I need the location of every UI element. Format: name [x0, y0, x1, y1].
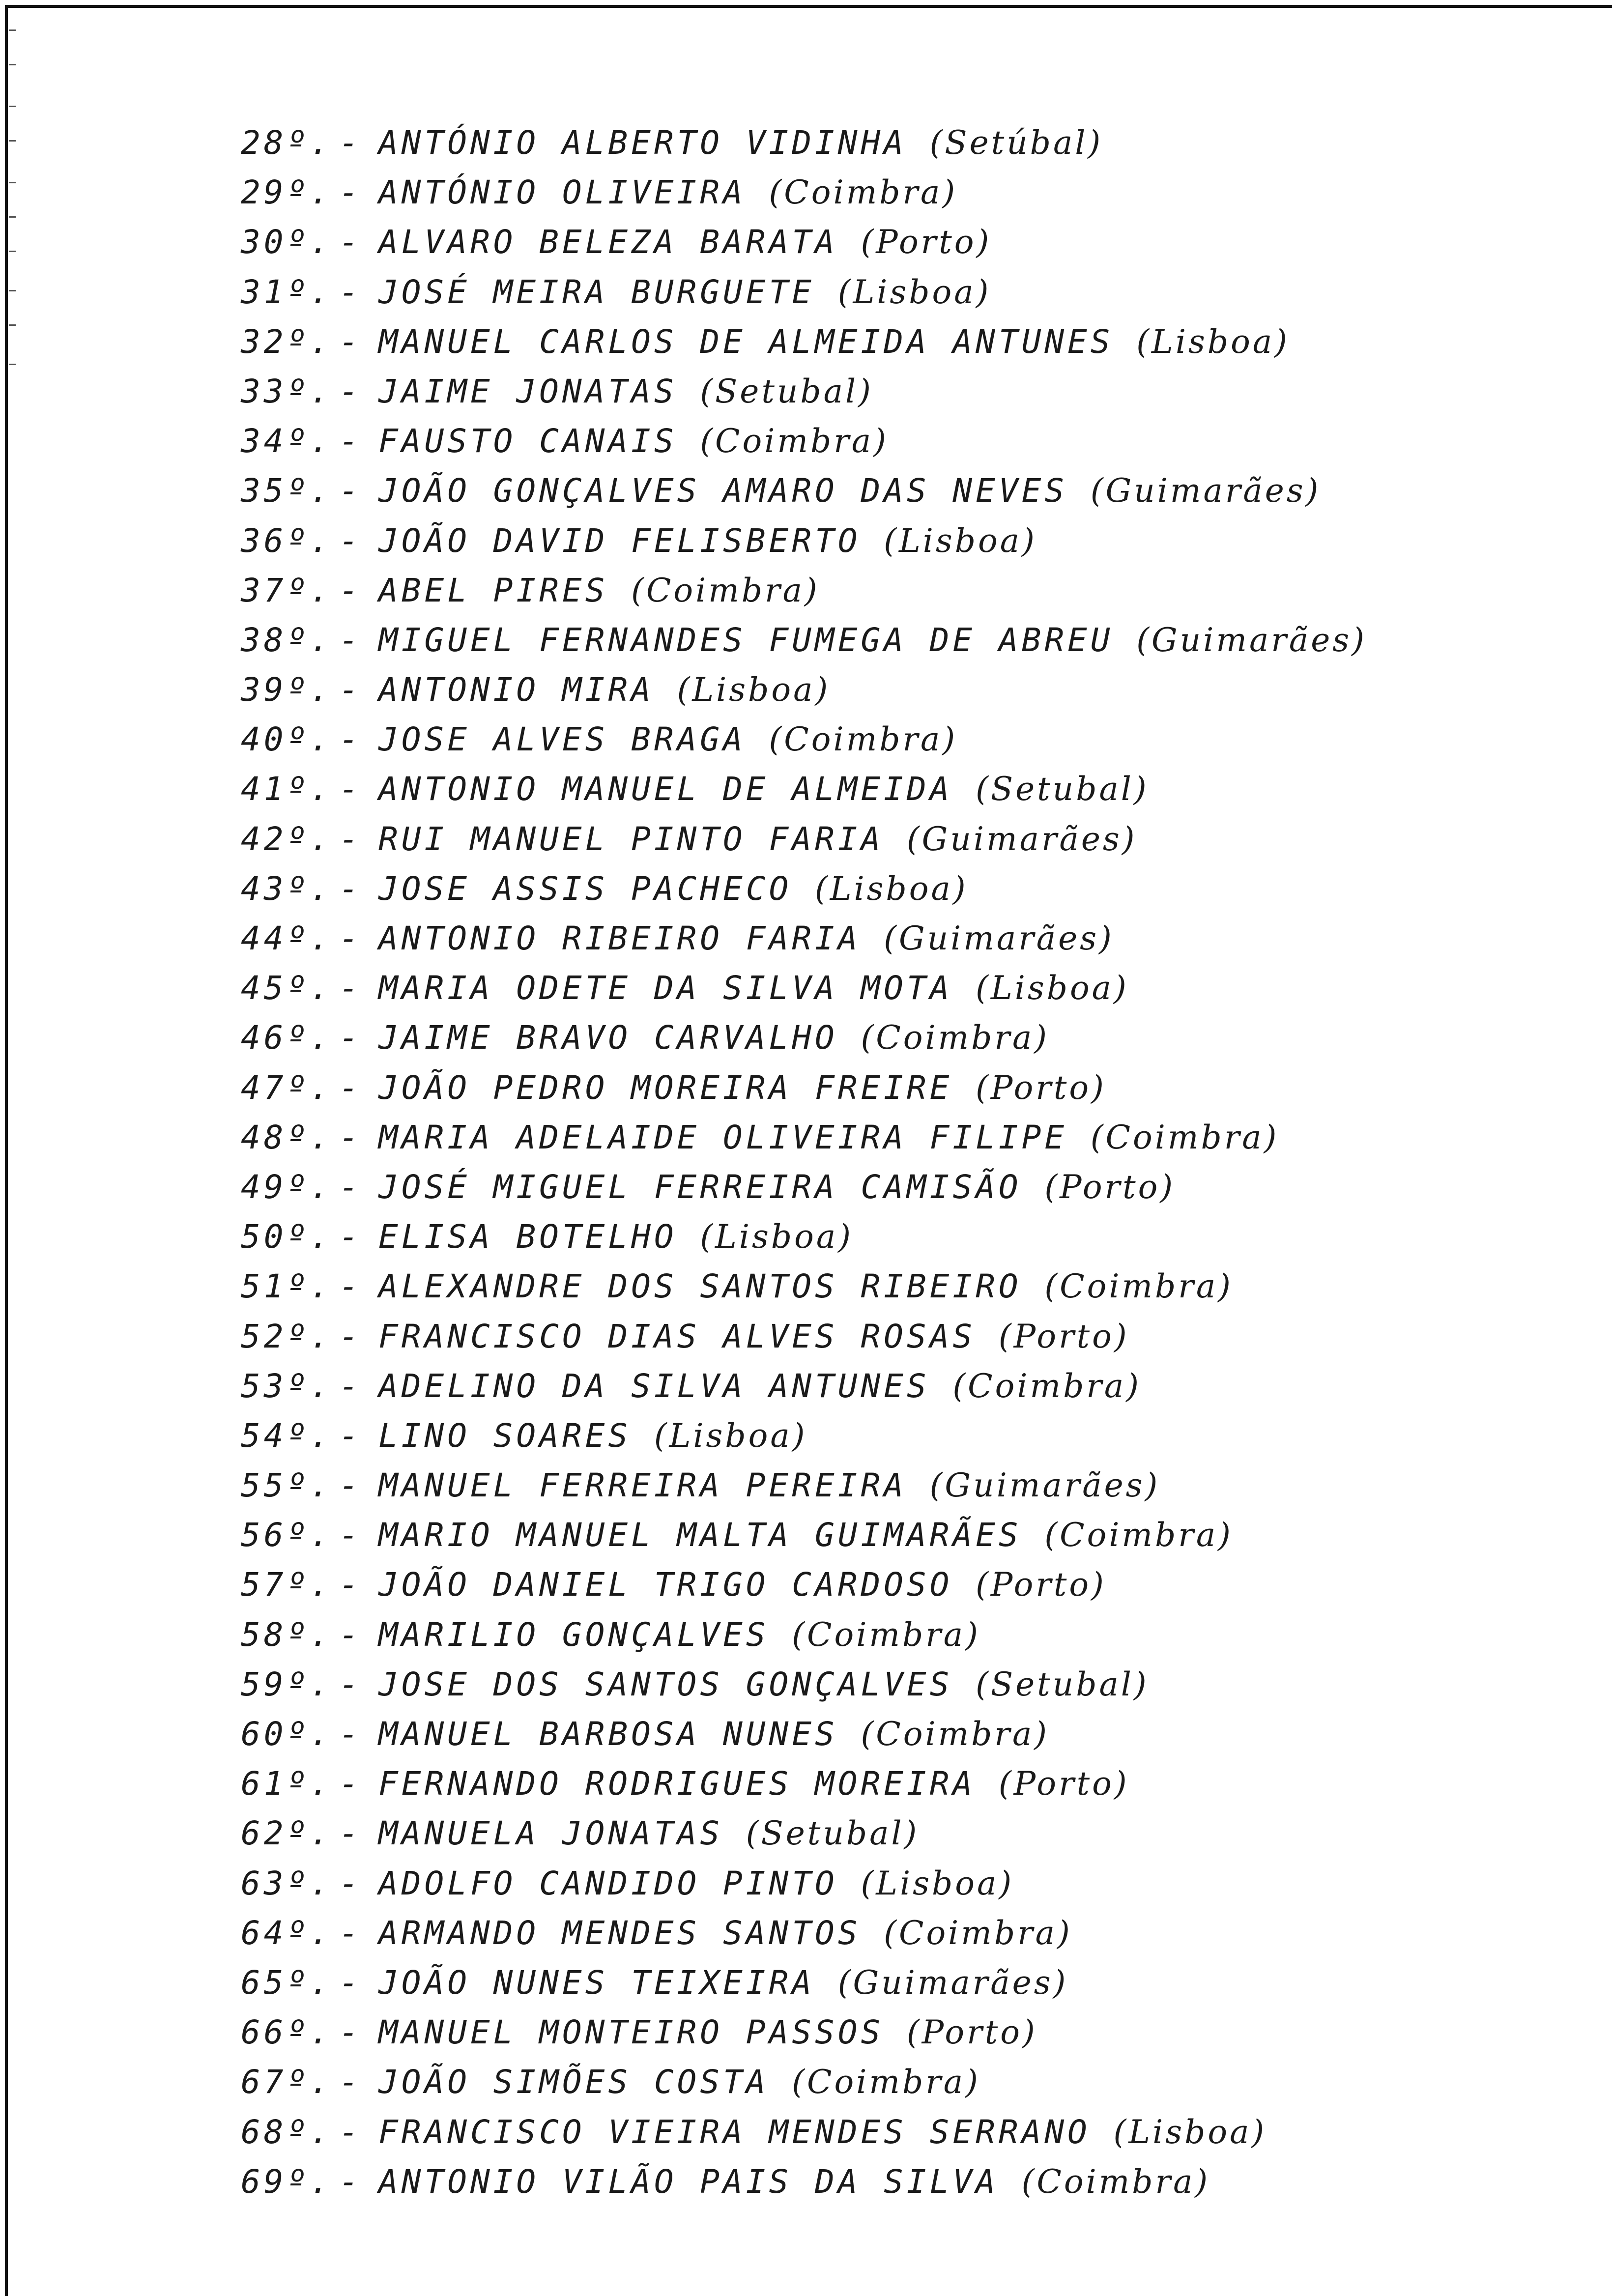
entry-number: 47º. [241, 1068, 333, 1107]
entry-number: 62º. [241, 1814, 333, 1853]
entry-number: 49º. [241, 1168, 333, 1206]
entry-number: 37º. [241, 571, 333, 609]
entry-separator: - [339, 1516, 362, 1554]
entry-number: 29º. [241, 173, 333, 212]
entry-location: (Lisboa) [976, 969, 1129, 1007]
list-item [241, 367, 1568, 416]
entry-name: JOÃO PEDRO MOREIRA FREIRE [378, 1068, 953, 1107]
entry-number: 65º. [241, 1963, 333, 2002]
list-item [241, 814, 1568, 864]
entry-location: (Guimarães) [1090, 472, 1321, 510]
entry-separator: - [339, 820, 362, 858]
entry-number: 48º. [241, 1118, 333, 1156]
entry-number: 56º. [241, 1516, 333, 1554]
participant-list [241, 118, 1568, 2207]
entry-location: (Setubal) [700, 372, 873, 410]
entry-location: (Porto) [906, 2013, 1037, 2052]
list-item [241, 1859, 1568, 1908]
entry-location: (Guimarães) [929, 1466, 1160, 1505]
entry-name: MANUEL FERREIRA PEREIRA [378, 1466, 907, 1505]
entry-separator: - [339, 1963, 362, 2002]
list-item [241, 1759, 1568, 1808]
entry-location: (Coimbra) [792, 2063, 980, 2101]
entry-number: 54º. [241, 1416, 333, 1455]
entry-name: MANUEL MONTEIRO PASSOS [378, 2013, 884, 2052]
entry-location: (Coimbra) [700, 422, 889, 460]
entry-separator: - [339, 2162, 362, 2201]
entry-separator: - [339, 571, 362, 609]
list-item [241, 1262, 1568, 1311]
entry-number: 63º. [241, 1864, 333, 1902]
entry-number: 30º. [241, 223, 333, 261]
entry-name: FRANCISCO DIAS ALVES ROSAS [378, 1317, 976, 1355]
page-border-top [5, 5, 1612, 8]
list-item [241, 267, 1568, 317]
entry-location: (Porto) [998, 1317, 1129, 1355]
entry-number: 42º. [241, 820, 333, 858]
entry-name: MANUEL CARLOS DE ALMEIDA ANTUNES [378, 322, 1114, 361]
list-item [241, 2107, 1568, 2157]
entry-number: 64º. [241, 1914, 333, 1952]
list-item [241, 118, 1568, 168]
entry-name: ALVARO BELEZA BARATA [378, 223, 838, 261]
entry-name: MANUELA JONATAS [378, 1814, 723, 1853]
entry-location: (Porto) [998, 1765, 1129, 1803]
entry-separator: - [339, 869, 362, 908]
entry-name: MARIA ADELAIDE OLIVEIRA FILIPE [378, 1118, 1068, 1156]
entry-location: (Coimbra) [769, 720, 958, 759]
entry-number: 60º. [241, 1715, 333, 1753]
entry-number: 45º. [241, 969, 333, 1007]
entry-location: (Lisboa) [700, 1218, 853, 1256]
entry-separator: - [339, 1466, 362, 1505]
entry-name: MIGUEL FERNANDES FUMEGA DE ABREU [378, 621, 1114, 659]
entry-name: JOSE ASSIS PACHECO [378, 869, 792, 908]
list-item [241, 1709, 1568, 1759]
entry-name: ABEL PIRES [378, 571, 608, 609]
entry-number: 39º. [241, 671, 333, 709]
entry-location: (Setubal) [976, 770, 1149, 808]
entry-name: ANTONIO VILÃO PAIS DA SILVA [378, 2162, 999, 2201]
entry-location: (Coimbra) [769, 173, 958, 212]
entry-name: JAIME BRAVO CARVALHO [378, 1019, 838, 1057]
entry-separator: - [339, 1218, 362, 1256]
entry-location: (Lisboa) [654, 1416, 807, 1455]
list-item [241, 1660, 1568, 1709]
entry-location: (Guimarães) [837, 1963, 1068, 2002]
list-item [241, 1461, 1568, 1510]
entry-separator: - [339, 273, 362, 311]
entry-location: (Lisboa) [884, 521, 1037, 560]
entry-separator: - [339, 1615, 362, 1654]
entry-location: (Lisboa) [861, 1864, 1014, 1902]
entry-separator: - [339, 372, 362, 410]
entry-location: (Porto) [861, 223, 992, 261]
entry-number: 28º. [241, 124, 333, 162]
entry-number: 58º. [241, 1615, 333, 1654]
list-item [241, 1610, 1568, 1660]
entry-location: (Coimbra) [1021, 2162, 1210, 2201]
entry-separator: - [339, 919, 362, 957]
entry-separator: - [339, 521, 362, 560]
entry-number: 66º. [241, 2013, 333, 2052]
entry-location: (Guimarães) [1136, 621, 1367, 659]
list-item [241, 1212, 1568, 1262]
entry-separator: - [339, 621, 362, 659]
entry-number: 46º. [241, 1019, 333, 1057]
entry-number: 34º. [241, 422, 333, 460]
entry-location: (Lisboa) [1136, 322, 1290, 361]
entry-separator: - [339, 671, 362, 709]
entry-name: ANTONIO MIRA [378, 671, 654, 709]
entry-number: 68º. [241, 2113, 333, 2151]
entry-separator: - [339, 472, 362, 510]
entry-name: FAUSTO CANAIS [378, 422, 677, 460]
entry-separator: - [339, 124, 362, 162]
entry-location: (Porto) [1044, 1168, 1176, 1206]
entry-location: (Setubal) [746, 1814, 920, 1853]
entry-number: 69º. [241, 2162, 333, 2201]
entry-number: 44º. [241, 919, 333, 957]
entry-location: (Coimbra) [952, 1367, 1141, 1405]
entry-separator: - [339, 1118, 362, 1156]
entry-name: ADELINO DA SILVA ANTUNES [378, 1367, 930, 1405]
entry-separator: - [339, 1665, 362, 1703]
list-item [241, 1162, 1568, 1212]
entry-name: JOÃO GONÇALVES AMARO DAS NEVES [378, 472, 1068, 510]
list-item [241, 1560, 1568, 1609]
entry-separator: - [339, 422, 362, 460]
entry-separator: - [339, 223, 362, 261]
entry-location: (Guimarães) [906, 820, 1137, 858]
list-item [241, 516, 1568, 566]
entry-separator: - [339, 1765, 362, 1803]
entry-separator: - [339, 322, 362, 361]
entry-name: MARIO MANUEL MALTA GUIMARÃES [378, 1516, 1022, 1554]
entry-separator: - [339, 1715, 362, 1753]
list-item [241, 715, 1568, 764]
list-item [241, 1361, 1568, 1411]
entry-number: 50º. [241, 1218, 333, 1256]
list-item [241, 2008, 1568, 2057]
entry-separator: - [339, 1566, 362, 1604]
list-item [241, 1312, 1568, 1361]
entry-number: 51º. [241, 1267, 333, 1306]
list-item [241, 914, 1568, 963]
entry-number: 31º. [241, 273, 333, 311]
list-item [241, 466, 1568, 516]
entry-separator: - [339, 1019, 362, 1057]
entry-location: (Porto) [976, 1068, 1106, 1107]
entry-number: 67º. [241, 2063, 333, 2101]
entry-location: (Setúbal) [929, 124, 1103, 162]
entry-name: JOÃO DAVID FELISBERTO [378, 521, 861, 560]
list-item [241, 1808, 1568, 1858]
page-border-left [5, 5, 8, 2296]
list-item [241, 1510, 1568, 1560]
entry-number: 43º. [241, 869, 333, 908]
entry-name: MARIA ODETE DA SILVA MOTA [378, 969, 953, 1007]
entry-separator: - [339, 1267, 362, 1306]
entry-number: 35º. [241, 472, 333, 510]
entry-location: (Lisboa) [837, 273, 991, 311]
entry-separator: - [339, 720, 362, 759]
entry-location: (Coimbra) [861, 1019, 1050, 1057]
entry-name: JOÃO NUNES TEIXEIRA [378, 1963, 815, 2002]
list-item [241, 217, 1568, 267]
entry-name: JOSÉ MIGUEL FERREIRA CAMISÃO [378, 1168, 1022, 1206]
entry-separator: - [339, 1416, 362, 1455]
entry-location: (Lisboa) [677, 671, 831, 709]
list-item [241, 566, 1568, 615]
entry-separator: - [339, 969, 362, 1007]
list-item [241, 764, 1568, 814]
entry-location: (Coimbra) [631, 571, 820, 609]
entry-name: ALEXANDRE DOS SANTOS RIBEIRO [378, 1267, 1022, 1306]
list-item [241, 1411, 1568, 1461]
edge-marks [9, 20, 19, 393]
list-item [241, 864, 1568, 914]
entry-separator: - [339, 1367, 362, 1405]
entry-location: (Guimarães) [884, 919, 1114, 957]
entry-separator: - [339, 1168, 362, 1206]
entry-location: (Coimbra) [1044, 1516, 1233, 1554]
entry-number: 61º. [241, 1765, 333, 1803]
entry-name: FERNANDO RODRIGUES MOREIRA [378, 1765, 976, 1803]
entry-name: JOÃO DANIEL TRIGO CARDOSO [378, 1566, 953, 1604]
entry-separator: - [339, 1914, 362, 1952]
entry-location: (Coimbra) [792, 1615, 980, 1654]
entry-name: ANTONIO MANUEL DE ALMEIDA [378, 770, 953, 808]
list-item [241, 963, 1568, 1013]
entry-name: JAIME JONATAS [378, 372, 677, 410]
list-item [241, 1113, 1568, 1162]
entry-number: 53º. [241, 1367, 333, 1405]
entry-separator: - [339, 1864, 362, 1902]
list-item [241, 665, 1568, 715]
entry-name: JOSE DOS SANTOS GONÇALVES [378, 1665, 953, 1703]
entry-name: JOSÉ MEIRA BURGUETE [378, 273, 815, 311]
entry-name: ANTÓNIO ALBERTO VIDINHA [378, 124, 907, 162]
entry-number: 33º. [241, 372, 333, 410]
entry-number: 38º. [241, 621, 333, 659]
entry-name: RUI MANUEL PINTO FARIA [378, 820, 884, 858]
entry-number: 57º. [241, 1566, 333, 1604]
entry-name: ANTÓNIO OLIVEIRA [378, 173, 746, 212]
entry-number: 40º. [241, 720, 333, 759]
entry-number: 36º. [241, 521, 333, 560]
entry-location: (Coimbra) [884, 1914, 1072, 1952]
entry-name: MANUEL BARBOSA NUNES [378, 1715, 838, 1753]
entry-name: FRANCISCO VIEIRA MENDES SERRANO [378, 2113, 1091, 2151]
entry-name: ADOLFO CANDIDO PINTO [378, 1864, 838, 1902]
entry-name: JOÃO SIMÕES COSTA [378, 2063, 769, 2101]
list-item [241, 1908, 1568, 1958]
entry-separator: - [339, 2063, 362, 2101]
entry-name: ARMANDO MENDES SANTOS [378, 1914, 861, 1952]
entry-name: MARILIO GONÇALVES [378, 1615, 769, 1654]
entry-separator: - [339, 1814, 362, 1853]
entry-location: (Coimbra) [1090, 1118, 1279, 1156]
list-item [241, 416, 1568, 466]
list-item [241, 1063, 1568, 1113]
entry-location: (Porto) [976, 1566, 1106, 1604]
list-item [241, 1958, 1568, 2008]
list-item [241, 317, 1568, 367]
entry-number: 59º. [241, 1665, 333, 1703]
entry-number: 52º. [241, 1317, 333, 1355]
list-item [241, 2057, 1568, 2107]
entry-number: 55º. [241, 1466, 333, 1505]
list-item [241, 615, 1568, 665]
entry-separator: - [339, 1317, 362, 1355]
entry-number: 41º. [241, 770, 333, 808]
entry-name: LINO SOARES [378, 1416, 632, 1455]
entry-name: ANTONIO RIBEIRO FARIA [378, 919, 861, 957]
entry-name: ELISA BOTELHO [378, 1218, 677, 1256]
entry-separator: - [339, 2113, 362, 2151]
entry-separator: - [339, 770, 362, 808]
entry-separator: - [339, 173, 362, 212]
list-item [241, 2157, 1568, 2207]
list-item [241, 168, 1568, 217]
entry-number: 32º. [241, 322, 333, 361]
entry-separator: - [339, 1068, 362, 1107]
entry-separator: - [339, 2013, 362, 2052]
entry-location: (Coimbra) [1044, 1267, 1233, 1306]
entry-location: (Lisboa) [815, 869, 968, 908]
list-item [241, 1013, 1568, 1062]
entry-location: (Coimbra) [861, 1715, 1050, 1753]
entry-location: (Lisboa) [1113, 2113, 1267, 2151]
entry-name: JOSE ALVES BRAGA [378, 720, 746, 759]
entry-location: (Setubal) [976, 1665, 1149, 1703]
